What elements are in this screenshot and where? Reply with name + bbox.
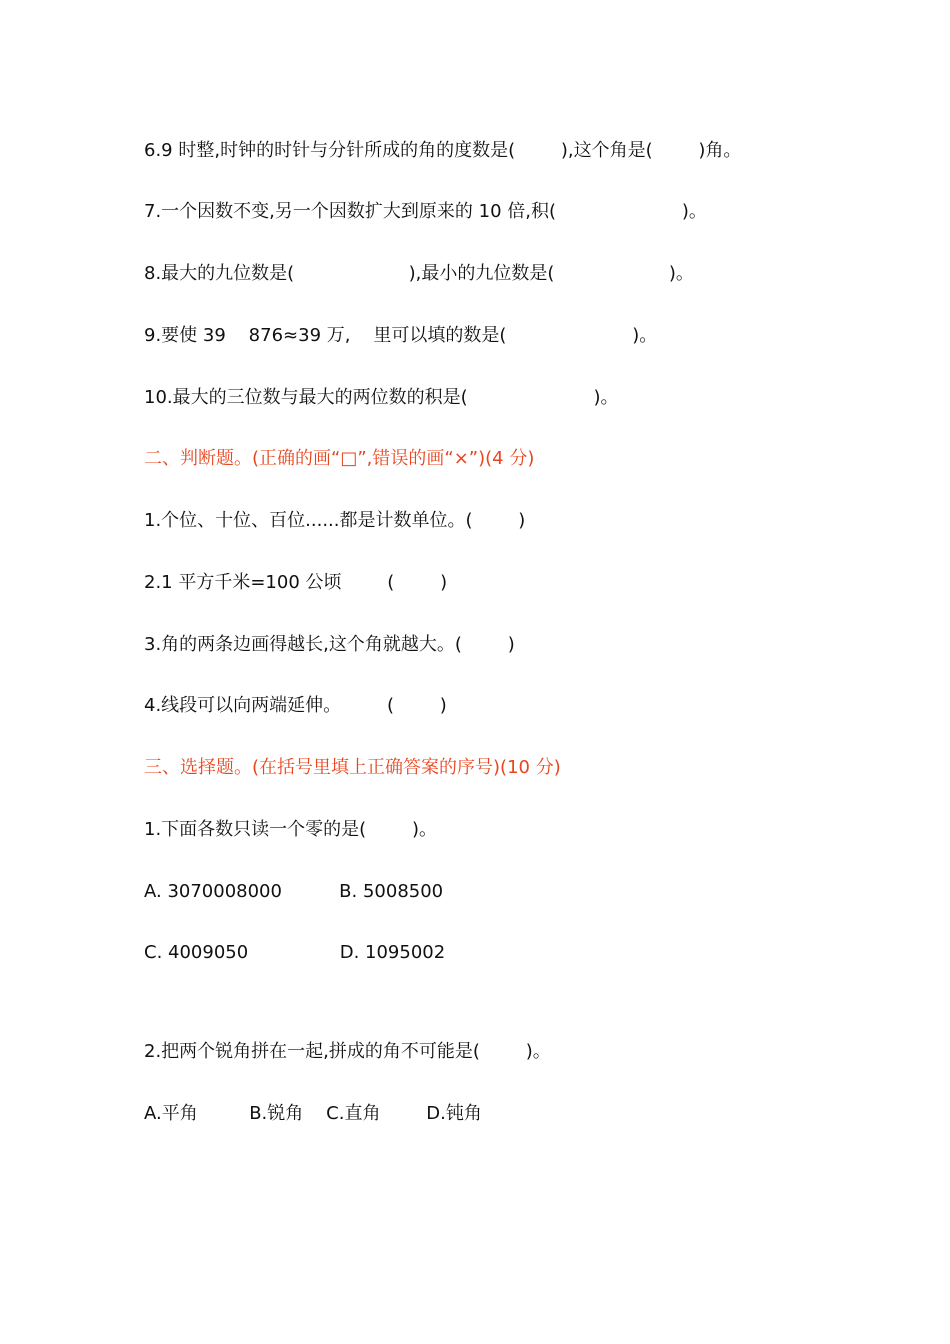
judgment-item-3: 3.角的两条边画得越长,这个角就越大。( ) xyxy=(144,634,515,655)
question-6: 6.9 时整,时钟的时针与分针所成的角的度数是( ),这个角是( )角。 xyxy=(144,140,742,161)
choice-question-2: 2.把两个锐角拼在一起,拼成的角不可能是( )。 xyxy=(144,1041,551,1062)
question-8: 8.最大的九位数是( ),最小的九位数是( )。 xyxy=(144,263,694,284)
question-10: 10.最大的三位数与最大的两位数的积是( )。 xyxy=(144,387,619,408)
judgment-item-1: 1.个位、十位、百位......都是计数单位。( ) xyxy=(144,510,526,531)
judgment-item-2: 2.1 平方千米=100 公顷 ( ) xyxy=(144,572,448,593)
judgment-item-4: 4.线段可以向两端延伸。 ( ) xyxy=(144,695,447,716)
choice-question-1-options-ab: A. 3070008000 B. 5008500 xyxy=(144,881,444,902)
choice-question-2-options: A.平角 B.锐角 C.直角 D.钝角 xyxy=(144,1103,482,1124)
choice-question-1-options-cd: C. 4009050 D. 1095002 xyxy=(144,942,446,963)
section-heading-choice: 三、选择题。(在括号里填上正确答案的序号)(10 分) xyxy=(144,757,561,778)
choice-question-1: 1.下面各数只读一个零的是( )。 xyxy=(144,819,437,840)
section-heading-judgment: 二、判断题。(正确的画“□”,错误的画“×”)(4 分) xyxy=(144,448,535,469)
question-7: 7.一个因数不变,另一个因数扩大到原来的 10 倍,积( )。 xyxy=(144,201,707,222)
question-9: 9.要使 39 876≈39 万, 里可以填的数是( )。 xyxy=(144,325,658,346)
